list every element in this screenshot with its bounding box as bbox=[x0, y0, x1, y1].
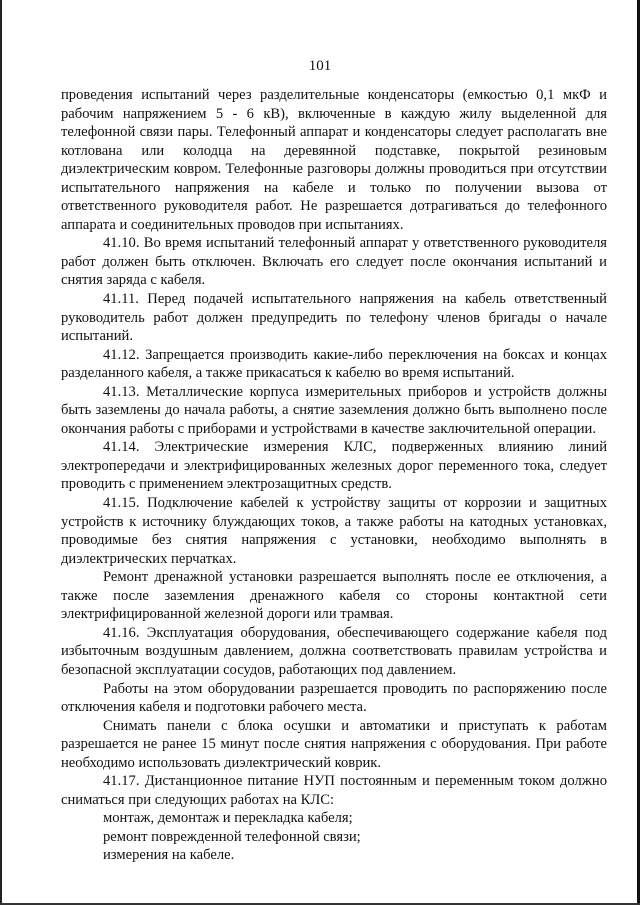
paragraph-41-12: 41.12. Запрещается производить какие-либо переключения на боксах и концах разделанного кабеля, а также прикасаться к кабелю во время испытаний. bbox=[61, 346, 607, 382]
paragraph-41-11: 41.11. Перед подачей испытательного напряжения на кабель ответственный руководитель работ должен предупредить по телефону членов бригады о начале испытаний. bbox=[61, 291, 607, 345]
page-number: 101 bbox=[308, 58, 332, 74]
paragraph-41-13: 41.13. Металлические корпуса измерительных приборов и устройств должны быть заземлены до начала работы, а снятие заземления должно быть выполнено после окончания работы с приборами и устройствами в качестве заключительной операции. bbox=[61, 383, 607, 437]
paragraph-equipment-work: Работы на этом оборудовании разрешается проводить по распоряжению после отключения кабеля и подготовки рабочего места. bbox=[61, 680, 607, 716]
paragraph-41-10: 41.10. Во время испытаний телефонный аппарат у ответственного руководителя работ должен быть отключен. Включать его следует после окончания испытаний и снятия заряда с кабеля. bbox=[61, 235, 607, 289]
paragraph-41-14: 41.14. Электрические измерения КЛС, подверженных влиянию линий электропередачи и электрифицированных железных дорог переменного тока, следует проводить с применением электрозащитных средств. bbox=[61, 439, 607, 493]
scan-edge-left bbox=[0, 0, 2, 905]
paragraph-41-17: 41.17. Дистанционное питание НУП постоянным и переменным током должно сниматься при следующих работах на КЛС: bbox=[61, 773, 607, 808]
paragraph-41-15: 41.15. Подключение кабелей к устройству защиты от коррозии и защитных устройств к источнику блуждающих токов, а также работы на катодных установках, проводимые без снятия напряжения с установки, необходимо выполнять в диэлектрических перчатках. bbox=[61, 495, 607, 567]
list-item-installation: монтаж, демонтаж и перекладка кабеля; bbox=[103, 810, 353, 827]
document-body bbox=[61, 86, 607, 865]
list-item-measurements: измерения на кабеле. bbox=[103, 847, 235, 864]
paragraph-panel-removal: Снимать панели с блока осушки и автоматики и приступать к работам разрешается не ранее 15 минут после снятия напряжения с оборудования. При работе необходимо использовать диэлектрический коврик. bbox=[61, 717, 607, 771]
list-item-repair: ремонт поврежденной телефонной связи; bbox=[103, 828, 361, 845]
paragraph-continuation: проведения испытаний через разделительные конденсаторы (емкостью 0,1 мкФ и рабочим напряжением 5 - 6 кВ), включенные в каждую жилу выделенной для телефонной связи пары. Телефонный аппарат и конденсаторы следует располагать вне котлована или колодца на деревянной подставке, покрытой резиновым диэлектрическим ковром. Телефонные разговоры должны проводиться при отсутствии испытательного напряжения на кабеле и только по получении вызова от ответственного руководителя работ. Не разрешается дотрагиваться до телефонного аппарата и соединительных проводов при испытаниях. bbox=[61, 87, 607, 233]
paragraph-drainage-repair: Ремонт дренажной установки разрешается выполнять после ее отключения, а также после заземления дренажного кабеля со стороны контактной сети электрифицированной железной дороги или трамвая. bbox=[61, 569, 607, 623]
paragraph-41-16: 41.16. Эксплуатация оборудования, обеспечивающего содержание кабеля под избыточным воздушным давлением, должна соответствовать правилам устройства и безопасной эксплуатации сосудов, работающих под давлением. bbox=[61, 624, 607, 678]
